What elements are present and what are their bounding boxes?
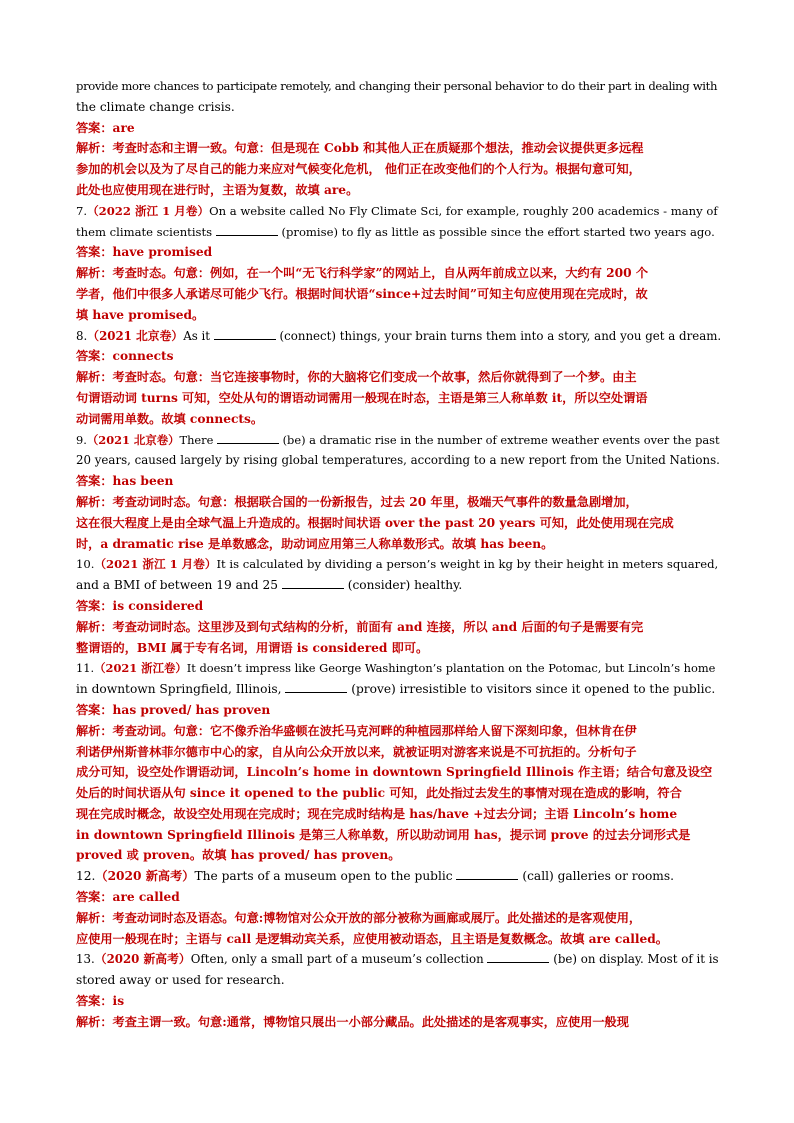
question-text-line — [76, 679, 722, 700]
analysis-line: 解析：考查动词时态。这里涉及到句式结构的分析，前面有 and 连接，所以 and 后面的句子是需要有完 — [76, 619, 644, 634]
analysis-line: 句谓语动词 turns 可知，空处从句的谓语动词需用一般现在时态，主语是第三人称单数 it，所以空处谓语 — [76, 390, 648, 405]
question-block — [76, 554, 722, 658]
analysis-line: 此处也应使用现在进行时，主语为复数，故填 are。 — [76, 182, 359, 197]
question-source: （2021 北京卷） — [87, 328, 184, 343]
answer-blank — [214, 326, 276, 340]
analysis-line: 处后的时间状语从句 since it opened to the public 可知，此处指过去发生的事情对现在造成的影响，符合 — [76, 786, 682, 801]
question-text-line — [76, 949, 722, 970]
question-text-line — [76, 658, 722, 679]
answer-line: 答案：is considered — [76, 598, 204, 613]
question-source: （2021 北京卷） — [86, 432, 180, 447]
analysis-line: 解析：考查时态。句意：例如，在一个叫“无飞行科学家”的网站上，自从两年前成立以来，大约有 200 个 — [76, 266, 649, 281]
analysis-line: 解析：考查主谓一致。句意:通常，博物馆只展出一小部分藏品。此处描述的是客观事实，应使用一般现 — [76, 1014, 629, 1029]
answer-blank — [456, 866, 518, 880]
question-block — [76, 430, 722, 555]
document-page — [76, 76, 722, 1033]
analysis-line: 解析：考查时态和主谓一致。句意：但是现在 Cobb 和其他人正在质疑那个想法，推动会议提供更多远程 — [76, 141, 644, 156]
question-text: Often, only a small part of a museum’s collection — [190, 952, 488, 967]
analysis-line: 解析：考查动词时态。句意：根据联合国的一份新报告，过去 20 年里，极端天气事件的数量急剧增加， — [76, 494, 638, 509]
analysis-line: 现在完成时概念，故设空处用现在完成时；现在完成时结构是 has/have +过去分词；主语 Lincoln’s home — [76, 806, 678, 821]
question-number: 12. — [76, 869, 96, 884]
prev-question-continuation — [76, 76, 722, 201]
analysis-line: 解析：考查时态。句意：当它连接事物时，你的大脑将它们变成一个故事，然后你就得到了一个梦。由主 — [76, 370, 637, 385]
answer-blank — [217, 430, 279, 444]
question-text-line — [76, 326, 722, 347]
question-text: It is calculated by dividing a person’s weight in kg by their height in meters squared, — [216, 557, 719, 572]
question-number: 13. — [76, 952, 95, 967]
question-text: (connect) things, your brain turns them into a story, and you get a dream. — [275, 328, 722, 343]
question-number: 10. — [76, 557, 95, 572]
question-text-line — [76, 430, 722, 451]
answer-line: 答案：are — [76, 120, 135, 135]
question-text: in downtown Springfield, Illinois, — [76, 682, 286, 697]
analysis-line: 填 have promised。 — [76, 307, 205, 322]
question-text-line — [76, 970, 722, 991]
answer-blank — [285, 679, 347, 693]
question-list — [76, 201, 722, 1033]
question-number: 9. — [76, 432, 87, 447]
question-block — [76, 658, 722, 866]
question-text: (prove) irresistible to visitors since it opened to the public. — [347, 682, 716, 697]
question-number: 11. — [76, 661, 95, 676]
analysis-line: 动词需用单数。故填 connects。 — [76, 411, 264, 426]
question-text-line — [76, 201, 722, 222]
question-text: them climate scientists — [76, 224, 216, 239]
answer-line: 答案：connects — [76, 349, 174, 364]
answer-blank — [487, 949, 549, 963]
question-text: and a BMI of between 19 and 25 — [76, 578, 282, 593]
answer-line: 答案：has been — [76, 474, 174, 489]
question-text-line — [76, 450, 722, 471]
question-text: stored away or used for research. — [76, 973, 285, 988]
question-block — [76, 866, 722, 949]
question-text-line — [76, 866, 722, 887]
analysis-line: in downtown Springfield Illinois 是第三人称单数，所以助动词用 has，提示词 prove 的过去分词形式是 — [76, 827, 691, 842]
question-text: (consider) healthy. — [343, 578, 463, 593]
analysis-line: proved 或 proven。故填 has proved/ has proven。 — [76, 848, 401, 863]
question-text: As it — [183, 328, 214, 343]
question-text: (promise) to fly as little as possible since the effort started two years ago. — [277, 224, 715, 239]
answer-line: 答案：has proved/ has proven — [76, 702, 271, 717]
question-text: The parts of a museum open to the public — [194, 869, 457, 884]
question-number: 8. — [76, 328, 88, 343]
answer-line: 答案：have promised — [76, 245, 213, 260]
analysis-line: 成分可知，设空处作谓语动词，Lincoln’s home in downtown Springfield Illinois 作主语；结合句意及设空 — [76, 765, 713, 780]
question-text-line: provide more chances to participate remotely, and changing their personal behavior to do their part in dealing with — [76, 79, 718, 93]
question-text-line — [76, 222, 722, 243]
question-text-line: the climate change crisis. — [76, 99, 235, 114]
question-block — [76, 326, 722, 430]
question-text: It doesn’t impress like George Washington’s plantation on the Potomac, but Lincoln’s home — [186, 661, 716, 676]
question-source: （2021 浙江卷） — [94, 661, 187, 676]
question-source: （2021 浙江 1 月卷） — [94, 557, 217, 572]
question-block — [76, 949, 722, 1032]
question-number: 7. — [76, 203, 88, 218]
analysis-line: 参加的机会以及为了尽自己的能力来应对气候变化危机， 他们正在改变他们的个人行为。根据句意可知， — [76, 162, 641, 177]
analysis-line: 学者，他们中很多人承诺尽可能少飞行。根据时间状语“since+过去时间”可知主句应使用现在完成时，故 — [76, 286, 648, 301]
analysis-line: 利诺伊州斯普林菲尔德市中心的家，自从向公众开放以来，就被证明对游客来说是不可抗拒的。分析句子 — [76, 744, 637, 759]
question-source: （2020 新高考） — [94, 952, 191, 967]
answer-line: 答案：are called — [76, 890, 180, 905]
question-text: 20 years, caused largely by rising global temperatures, according to a new report from the United Nations. — [76, 453, 720, 468]
answer-blank — [282, 575, 344, 589]
question-source: （2020 新高考） — [95, 869, 195, 884]
question-text: (call) galleries or rooms. — [518, 869, 674, 884]
question-text: On a website called No Fly Climate Sci, for example, roughly 200 academics - many of — [209, 203, 718, 218]
analysis-line: 解析：考查动词时态及语态。句意:博物馆对公众开放的部分被称为画廊或展厅。此处描述的是客观使用， — [76, 910, 642, 925]
question-source: （2022 浙江 1 月卷） — [87, 203, 210, 218]
analysis-line: 应使用一般现在时；主语与 call 是逻辑动宾关系，应使用被动语态，且主语是复数概念。故填 are called。 — [76, 931, 668, 946]
question-text-line — [76, 554, 722, 575]
question-text-line — [76, 575, 722, 596]
analysis-line: 这在很大程度上是由全球气温上升造成的。根据时间状语 over the past 20 years 可知，此处使用现在完成 — [76, 515, 674, 530]
analysis-line: 解析：考查动词。句意：它不像乔治华盛顿在波托马克河畔的种植园那样给人留下深刻印象，但林肯在伊 — [76, 723, 637, 738]
analysis-line: 时，a dramatic rise 是单数感念，助动词应用第三人称单数形式。故填 has been。 — [76, 536, 554, 551]
question-block — [76, 201, 722, 326]
answer-blank — [216, 222, 278, 236]
question-text: There — [179, 432, 217, 447]
question-text: (be) on display. Most of it is — [549, 952, 719, 967]
analysis-line: 整谓语的，BMI 属于专有名词，用谓语 is considered 即可。 — [76, 640, 429, 655]
question-text: (be) a dramatic rise in the number of extreme weather events over the past — [278, 432, 720, 447]
answer-line: 答案：is — [76, 994, 125, 1009]
